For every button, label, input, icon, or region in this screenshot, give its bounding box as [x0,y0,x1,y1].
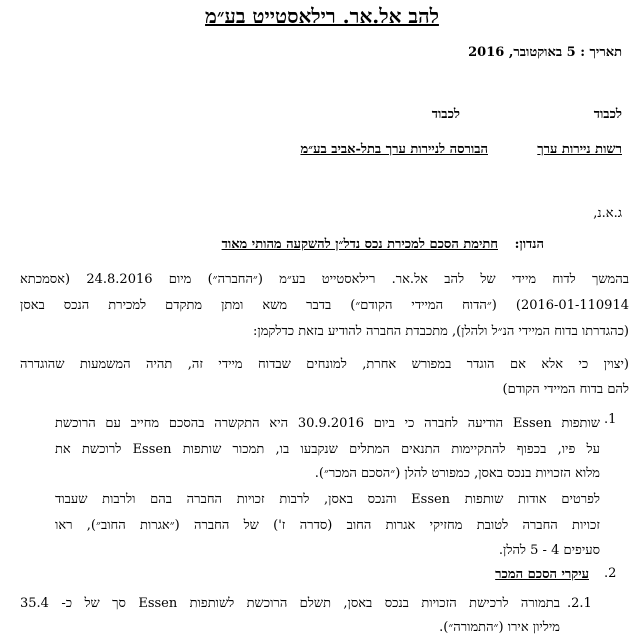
subject-label: הנדון: [514,237,544,252]
addressee-left-name: הבורסה לניירות ערך בתל-אביב בע״מ [300,142,488,157]
addressee-left-label: לכבוד [431,107,460,122]
intro-line-3: (כהגדרתו בדוח המיידי הנ״ל ולהלן), מתכבדת החברה להודיע בזאת כדלקמן: [253,324,629,339]
item21-line-2: מיליון אירו (״התמורה״). [439,620,560,635]
intro-line-1: בהמשך לדוח מיידי של להב אל.אר. רילאסטייט בע״מ (״החברה״) מיום 24.8.2016 (אסמכתא [20,272,629,287]
item1-line-3: מלוא הזכויות בנכס באסן, כמפורט להלן (״הסכם המכר״). [314,466,600,481]
item21-number: .2.1 [567,596,592,611]
item1-line-5: זכויות החברה לטובת מחזיקי אגרות החוב (סדרה ז') של החברה (״אגרות החוב״), ראו [55,518,600,533]
note-line-2: להם בדוח המיידי הקודם) [502,382,629,397]
greeting: ג.א.נ, [593,206,622,221]
item21-line-1: בתמורה לרכישת הזכויות בנכס באסן, תשלם הרוכשת לשותפות Essen סך של כ- 35.4 [20,596,560,611]
item1-line-6: סעיפים 4 - 5 להלן. [498,543,600,558]
item1-line-1: שותפות Essen הודיעה לחברה כי ביום 30.9.2016 היא התקשרה בהסכם מחייב עם הרוכשת [55,416,600,431]
company-title: להב אל.אר. רילאסטייט בע״מ [205,4,439,28]
intro-line-2: 2016-01-110914) (״הדוח המיידי הקודם״) בדבר משא ומתן מתקדם למכירת הנכס באסן [20,298,629,313]
item1-line-4: לפרטים אודות שותפות Essen והנכס באסן, לרבות זכויות החברה בהם ולרבות שעבוד [55,492,600,507]
addressee-right-label: לכבוד [593,107,622,122]
note-line-1: (יצוין כי אלא אם הוגדר במפורש אחרת, למונחים שבדוח מיידי זה, תהיה המשמעות שהוגדרה [20,357,629,372]
item1-line-2: על פיו, בכפוף להתקיימות התנאים המתלים שנקבעו בו, תמכור שותפות Essen לרוכשת את [55,442,600,457]
item2-heading: עיקרי הסכם המכר [495,567,589,582]
date-line: תאריך : 5 באוקטובר, 2016 [468,45,622,60]
item1-number: .1 [604,412,617,427]
addressee-right-name: רשות ניירות ערך [537,142,622,157]
item2-number: .2 [604,566,617,581]
subject-text: חתימת הסכם למכירת נכס נדל״ן להשקעה מהותי מאוד [221,237,498,252]
